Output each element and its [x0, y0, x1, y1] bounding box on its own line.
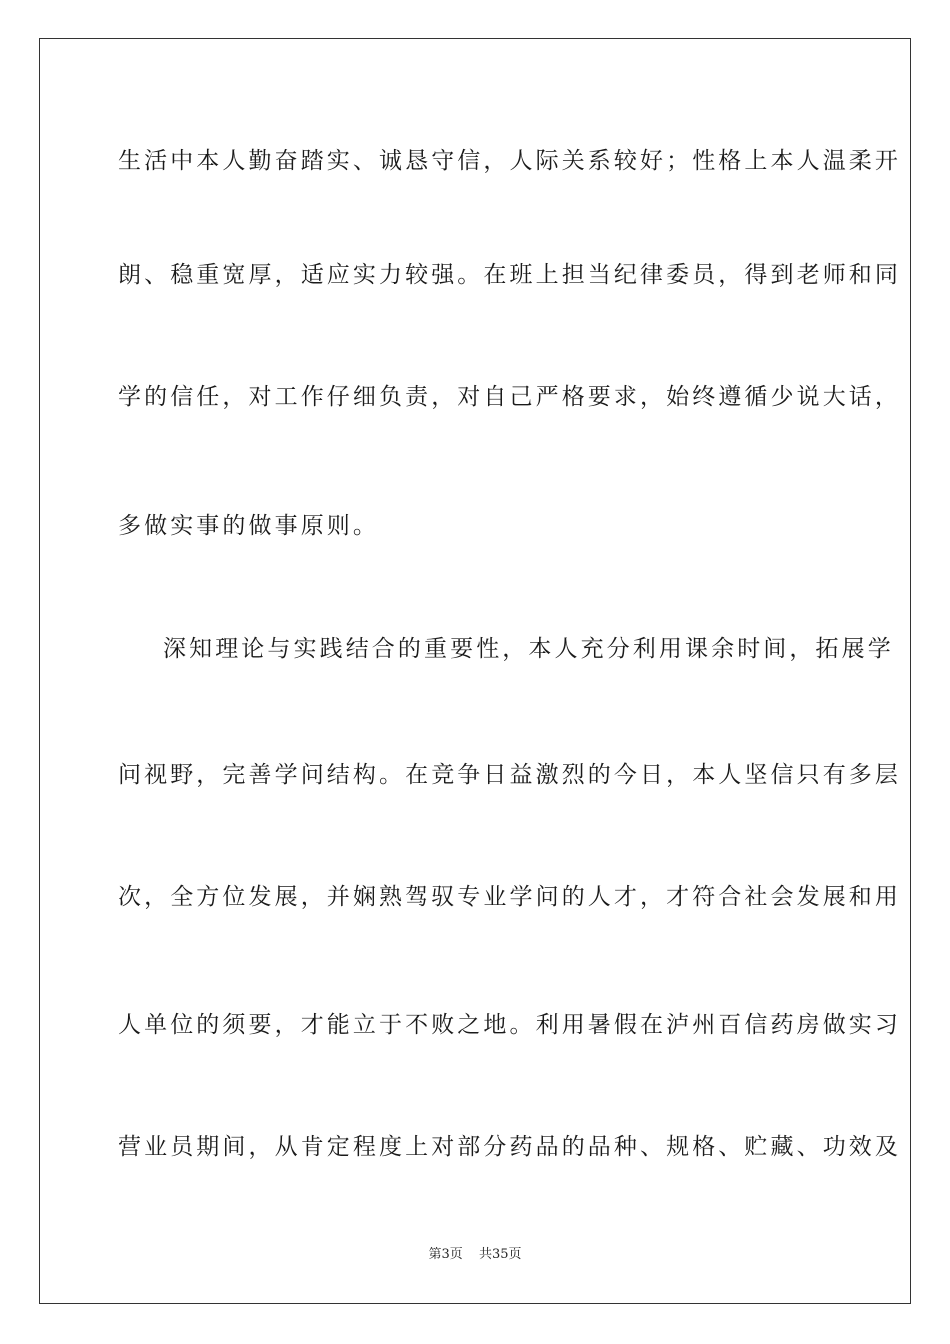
page-number: 第3页: [428, 1247, 463, 1262]
body-line-2: 朗、稳重宽厚，适应实力较强。在班上担当纪律委员，得到老师和同: [118, 262, 901, 288]
body-line-4: 多做实事的做事原则。: [118, 513, 379, 539]
body-line-1: 生活中本人勤奋踏实、诚恳守信，人际关系较好；性格上本人温柔开: [118, 148, 901, 174]
page-border: [39, 38, 911, 1304]
body-line-6: 问视野，完善学问结构。在竞争日益激烈的今日，本人坚信只有多层: [118, 762, 901, 788]
body-line-3: 学的信任，对工作仔细负责，对自己严格要求，始终遵循少说大话，: [118, 384, 901, 410]
page-footer: [0, 1246, 950, 1264]
body-line-8: 人单位的须要，才能立于不败之地。利用暑假在泸州百信药房做实习: [118, 1012, 901, 1038]
body-line-9: 营业员期间，从肯定程度上对部分药品的品种、规格、贮藏、功效及: [118, 1134, 901, 1160]
body-line-5-paragraph-start: 深知理论与实践结合的重要性，本人充分利用课余时间，拓展学: [163, 636, 894, 662]
total-pages: 共35页: [478, 1247, 522, 1262]
body-line-7: 次，全方位发展，并娴熟驾驭专业学问的人才，才符合社会发展和用: [118, 884, 901, 910]
